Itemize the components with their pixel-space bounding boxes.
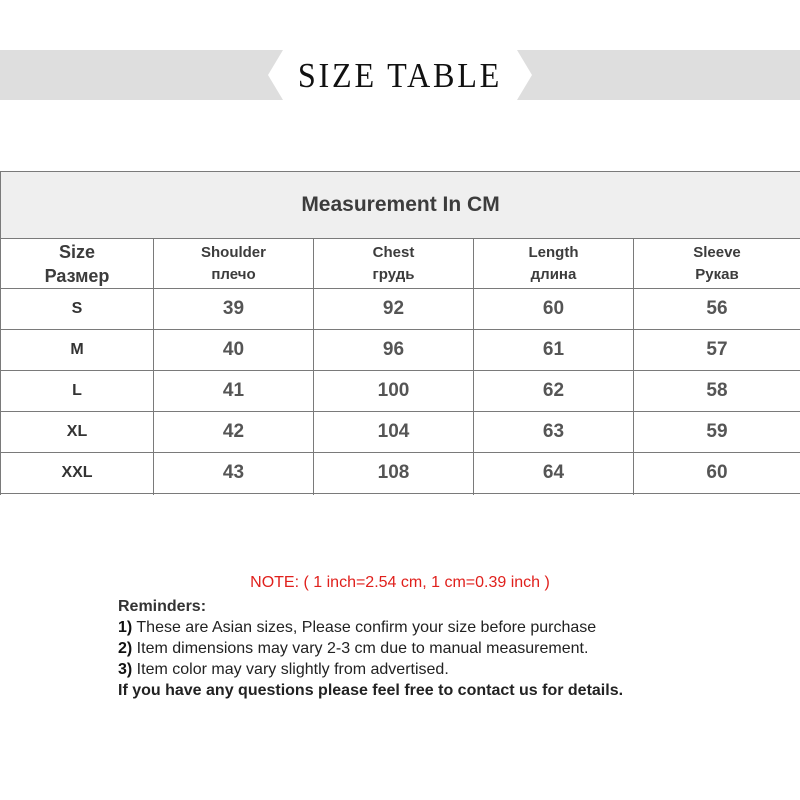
cell-sleeve: 58 xyxy=(634,371,800,412)
reminder-text: Item dimensions may vary 2-3 cm due to manual measurement. xyxy=(132,640,589,657)
reminders-title: Reminders: xyxy=(118,598,207,615)
cell-sleeve: 60 xyxy=(634,453,800,494)
table-header-row xyxy=(1,239,800,289)
tail-cell xyxy=(1,494,154,496)
header-length-ru: длина xyxy=(530,265,577,283)
cell-size: S xyxy=(1,289,154,330)
tail-cell xyxy=(314,494,474,496)
cell-sleeve: 57 xyxy=(634,330,800,371)
cell-chest: 100 xyxy=(314,371,474,412)
header-sleeve-en: Sleeve xyxy=(693,243,741,261)
table-caption-row xyxy=(1,172,800,239)
cell-shoulder: 42 xyxy=(154,412,314,453)
header-chest-ru: грудь xyxy=(372,265,415,283)
reminders-closing: If you have any questions please feel free to contact us for details. xyxy=(118,682,624,699)
cell-shoulder: 40 xyxy=(154,330,314,371)
table-row xyxy=(1,371,800,412)
table-caption: Measurement In CM xyxy=(1,172,800,239)
header-size-en: Size xyxy=(58,241,96,262)
table-row xyxy=(1,289,800,330)
tail-cell xyxy=(154,494,314,496)
cell-length: 61 xyxy=(474,330,634,371)
header-chest-en: Chest xyxy=(372,243,415,261)
cell-sleeve: 56 xyxy=(634,289,800,330)
cell-shoulder: 43 xyxy=(154,453,314,494)
reminder-number: 3) xyxy=(118,661,133,678)
header-chest xyxy=(314,239,474,289)
reminder-item xyxy=(118,659,778,680)
cell-length: 62 xyxy=(474,371,634,412)
reminder-item xyxy=(118,617,778,638)
reminder-text: Item color may vary slightly from advertised. xyxy=(132,661,449,678)
cell-size: M xyxy=(1,330,154,371)
table-row xyxy=(1,412,800,453)
reminder-number: 1) xyxy=(118,619,133,636)
cell-chest: 92 xyxy=(314,289,474,330)
cell-shoulder: 39 xyxy=(154,289,314,330)
size-table xyxy=(0,171,800,495)
header-shoulder-en: Shoulder xyxy=(200,243,266,261)
header-length xyxy=(474,239,634,289)
cell-size: XXL xyxy=(1,453,154,494)
cell-shoulder: 41 xyxy=(154,371,314,412)
cell-sleeve: 59 xyxy=(634,412,800,453)
tail-cell xyxy=(474,494,634,496)
cell-chest: 108 xyxy=(314,453,474,494)
reminder-text: These are Asian sizes, Please confirm your size before purchase xyxy=(132,619,597,636)
cell-length: 60 xyxy=(474,289,634,330)
header-shoulder xyxy=(154,239,314,289)
reminder-item xyxy=(118,638,778,659)
reminders-block xyxy=(118,596,778,701)
header-shoulder-ru: плечо xyxy=(211,265,256,283)
header-sleeve xyxy=(634,239,800,289)
header-size xyxy=(1,239,154,289)
cell-chest: 104 xyxy=(314,412,474,453)
table-row xyxy=(1,453,800,494)
conversion-note: NOTE: ( 1 inch=2.54 cm, 1 cm=0.39 inch ) xyxy=(250,574,550,591)
cell-length: 63 xyxy=(474,412,634,453)
tail-cell xyxy=(634,494,800,496)
page-title: SIZE TABLE xyxy=(297,56,503,95)
cell-length: 64 xyxy=(474,453,634,494)
table-row xyxy=(1,330,800,371)
table-tail-row xyxy=(1,494,800,496)
header-sleeve-ru: Рукав xyxy=(695,265,739,283)
cell-size: XL xyxy=(1,412,154,453)
reminder-number: 2) xyxy=(118,640,133,657)
cell-chest: 96 xyxy=(314,330,474,371)
cell-size: L xyxy=(1,371,154,412)
header-size-ru: Размер xyxy=(44,265,110,286)
header-length-en: Length xyxy=(528,243,579,261)
